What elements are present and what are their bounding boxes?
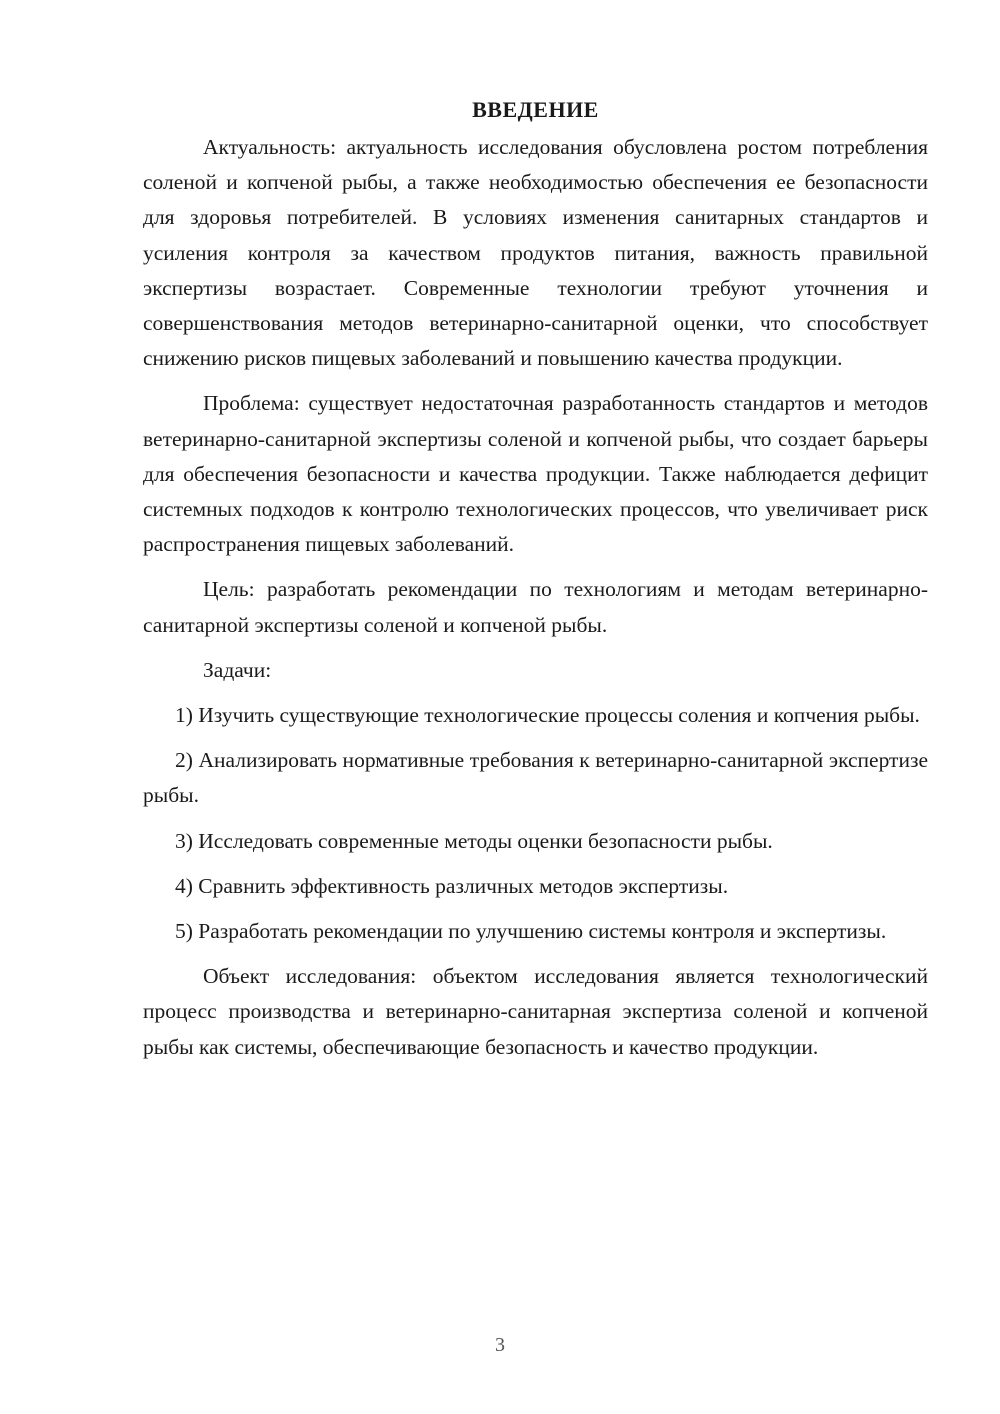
tasks-heading: Задачи: [203, 657, 272, 682]
task-item-2: 2) Анализировать нормативные требования к ветеринарно-санитарной экспертизе рыбы. [143, 748, 928, 808]
paragraph-relevance: Актуальность: актуальность исследования обусловлена ростом потребления соленой и копченой рыбы, а также необходимостью обеспечения ее безопасности для здоровья потребителей. В условиях изменения санитарных стандартов и усиления контроля за качеством продуктов питания, важность правильной экспертизы возрастает. Современные технологии требуют уточнения и совершенствования методов ветеринарно-санитарной оценки, что способствует снижению рисков пищевых заболеваний и повышению качества продукции. [143, 135, 928, 371]
task-item-4: 4) Сравнить эффективность различных методов экспертизы. [175, 873, 729, 898]
task-item-3: 3) Исследовать современные методы оценки безопасности рыбы. [175, 828, 773, 853]
paragraph-object: Объект исследования: объектом исследования является технологический процесс производства и ветеринарно-санитарная экспертиза соленой и копченой рыбы как системы, обеспечивающие безопасность и качество продукции. [143, 964, 928, 1059]
document-page [143, 95, 928, 1075]
paragraph-problem: Проблема: существует недостаточная разработанность стандартов и методов ветеринарно-санитарной экспертизы соленой и копченой рыбы, что создает барьеры для обеспечения безопасности и качества продукции. Также наблюдается дефицит системных подходов к контролю технологических процессов, что увеличивает риск распространения пищевых заболеваний. [143, 391, 928, 557]
task-item-5: 5) Разработать рекомендации по улучшению системы контроля и экспертизы. [175, 919, 887, 944]
page-title: ВВЕДЕНИЕ [472, 97, 599, 122]
page-number: 3 [495, 1334, 505, 1356]
paragraph-goal: Цель: разработать рекомендации по технологиям и методам ветеринарно-санитарной экспертизы соленой и копченой рыбы. [143, 577, 928, 637]
task-item-1: 1) Изучить существующие технологические процессы соления и копчения рыбы. [175, 703, 920, 728]
